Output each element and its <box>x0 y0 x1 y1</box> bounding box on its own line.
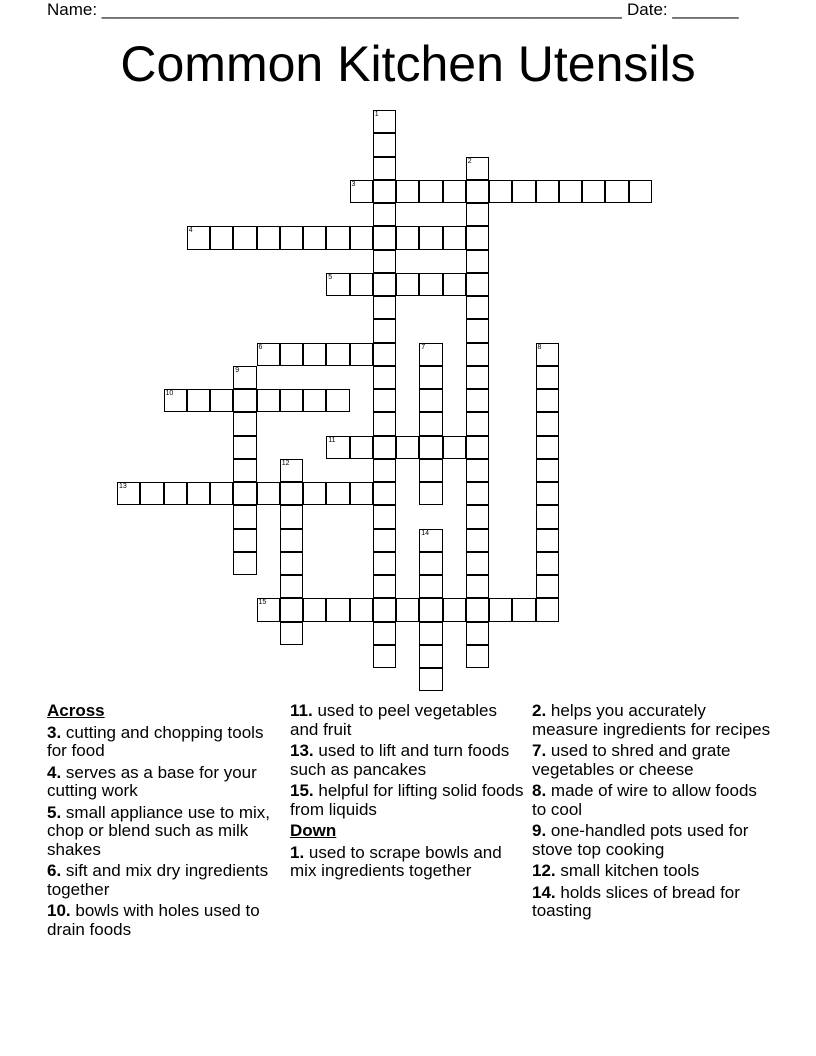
clue-number: 1. <box>290 842 305 862</box>
crossword-cell[interactable] <box>373 343 396 366</box>
crossword-cell[interactable] <box>466 575 489 598</box>
clue-number: 12. <box>532 861 556 880</box>
crossword-cell[interactable] <box>326 343 349 366</box>
clue-text: used to scrape bowls and mix ingredients together <box>290 842 502 880</box>
crossword-cell[interactable] <box>164 482 187 505</box>
across-clue <box>290 742 525 779</box>
cell-number: 12 <box>281 459 290 467</box>
cell-number: 5 <box>328 273 333 281</box>
crossword-cell[interactable] <box>373 389 396 412</box>
crossword-cell[interactable] <box>373 110 396 133</box>
clue-number: 9. <box>532 821 547 840</box>
crossword-cell[interactable] <box>373 273 396 296</box>
clues-column-1 <box>47 702 282 942</box>
crossword-cell[interactable] <box>373 366 396 389</box>
crossword-cell[interactable] <box>419 459 442 482</box>
cell-number: 9 <box>235 366 240 374</box>
clue-number: 2. <box>532 701 547 720</box>
crossword-cell[interactable] <box>233 366 256 389</box>
across-clue <box>47 764 282 801</box>
cell-number: 13 <box>119 483 127 490</box>
crossword-cell[interactable] <box>443 180 466 203</box>
crossword-cell[interactable] <box>210 226 233 249</box>
crossword-cell[interactable] <box>350 598 373 621</box>
crossword-cell[interactable] <box>233 412 256 435</box>
crossword-cell[interactable] <box>466 459 489 482</box>
crossword-cell[interactable] <box>536 529 559 552</box>
crossword-cell[interactable] <box>466 622 489 645</box>
crossword-cell[interactable] <box>536 436 559 459</box>
crossword-cell[interactable] <box>489 598 512 621</box>
crossword-cell[interactable] <box>536 459 559 482</box>
crossword-cell[interactable] <box>280 343 303 366</box>
crossword-cell[interactable] <box>350 482 373 505</box>
crossword-cell[interactable] <box>280 226 303 249</box>
crossword-cell[interactable] <box>373 250 396 273</box>
crossword-cell[interactable] <box>419 412 442 435</box>
clue-text: helps you accurately measure ingredients for recipes <box>532 701 771 739</box>
crossword-cell[interactable] <box>466 226 489 249</box>
crossword-cell[interactable] <box>512 598 535 621</box>
crossword-cell[interactable] <box>373 645 396 668</box>
clue-text: holds slices of bread for toasting <box>532 882 740 920</box>
crossword-cell[interactable] <box>326 598 349 621</box>
across-clue <box>47 862 282 899</box>
crossword-cell[interactable] <box>396 436 419 459</box>
across-clue <box>47 724 282 761</box>
crossword-cell[interactable] <box>466 598 489 621</box>
cell-number: 3 <box>351 180 356 188</box>
down-clue <box>532 862 772 881</box>
crossword-cell[interactable] <box>419 273 442 296</box>
down-clue <box>532 702 772 739</box>
across-clue <box>290 782 525 819</box>
cell-number: 4 <box>188 227 193 235</box>
crossword-cell[interactable] <box>466 412 489 435</box>
crossword-cell[interactable] <box>466 552 489 575</box>
crossword-cell[interactable] <box>117 482 140 505</box>
crossword-cell[interactable] <box>373 598 396 621</box>
crossword-cell[interactable] <box>373 459 396 482</box>
crossword-cell[interactable] <box>233 389 256 412</box>
crossword-cell[interactable] <box>419 622 442 645</box>
cell-number: 6 <box>258 343 263 351</box>
clue-text: sift and mix dry ingredients together <box>47 861 269 899</box>
crossword-cell[interactable] <box>233 226 256 249</box>
clue-number: 11. <box>290 701 313 720</box>
crossword-cell[interactable] <box>373 505 396 528</box>
crossword-cell[interactable] <box>303 482 326 505</box>
crossword-cell[interactable] <box>419 529 442 552</box>
crossword-cell[interactable] <box>419 366 442 389</box>
crossword-cell[interactable] <box>373 482 396 505</box>
crossword-cell[interactable] <box>536 505 559 528</box>
clue-text: used to lift and turn foods such as pancakes <box>290 741 510 779</box>
clue-number: 7. <box>532 741 547 760</box>
down-clue <box>532 884 772 921</box>
crossword-cell[interactable] <box>466 529 489 552</box>
crossword-cell[interactable] <box>280 389 303 412</box>
crossword-cell[interactable] <box>536 482 559 505</box>
clue-text: cutting and chopping tools for food <box>47 722 264 760</box>
crossword-cell[interactable] <box>373 412 396 435</box>
crossword-cell[interactable] <box>350 273 373 296</box>
clue-text: helpful for lifting solid foods from liquids <box>290 781 524 819</box>
crossword-cell[interactable] <box>257 482 280 505</box>
crossword-cell[interactable] <box>396 226 419 249</box>
crossword-cell[interactable] <box>536 389 559 412</box>
crossword-cell[interactable] <box>326 273 349 296</box>
crossword-cell[interactable] <box>233 482 256 505</box>
crossword-cell[interactable] <box>280 552 303 575</box>
crossword-cell[interactable] <box>466 343 489 366</box>
crossword-cell[interactable] <box>443 436 466 459</box>
crossword-cell[interactable] <box>257 343 280 366</box>
down-heading: Down <box>290 821 337 840</box>
crossword-cell[interactable] <box>466 436 489 459</box>
crossword-cell[interactable] <box>326 436 349 459</box>
clue-text: small appliance use to mix, chop or blend such as milk shakes <box>47 802 271 859</box>
crossword-cell[interactable] <box>303 343 326 366</box>
crossword-cell[interactable] <box>280 482 303 505</box>
crossword-cell[interactable] <box>419 645 442 668</box>
crossword-cell[interactable] <box>187 389 210 412</box>
clue-number: 13. <box>290 741 314 760</box>
crossword-cell[interactable] <box>629 180 652 203</box>
cell-number: 2 <box>467 157 472 165</box>
crossword-cell[interactable] <box>419 180 442 203</box>
clue-number: 5. <box>47 802 62 822</box>
crossword-cell[interactable] <box>280 459 303 482</box>
across-clue <box>47 804 282 860</box>
clue-text: one-handled pots used for stove top cooking <box>532 821 749 859</box>
crossword-cell[interactable] <box>466 366 489 389</box>
crossword-cell[interactable] <box>582 180 605 203</box>
crossword-cell[interactable] <box>233 459 256 482</box>
crossword-cell[interactable] <box>373 226 396 249</box>
crossword-cell[interactable] <box>443 273 466 296</box>
crossword-cell[interactable] <box>373 622 396 645</box>
clue-text: bowls with holes used to drain foods <box>47 901 260 939</box>
across-clue <box>290 702 525 739</box>
cell-number: 8 <box>537 343 542 351</box>
crossword-cell[interactable] <box>443 598 466 621</box>
crossword-cell[interactable] <box>210 389 233 412</box>
crossword-cell[interactable] <box>536 552 559 575</box>
cell-number: 15 <box>258 599 267 607</box>
crossword-cell[interactable] <box>466 203 489 226</box>
clues-column-2 <box>290 702 525 884</box>
crossword-cell[interactable] <box>373 157 396 180</box>
crossword-cell[interactable] <box>350 226 373 249</box>
crossword-cell[interactable] <box>187 482 210 505</box>
crossword-cell[interactable] <box>373 203 396 226</box>
crossword-cell[interactable] <box>373 296 396 319</box>
cell-number: 10 <box>165 390 174 397</box>
crossword-cell[interactable] <box>466 157 489 180</box>
crossword-cell[interactable] <box>536 575 559 598</box>
crossword-cell[interactable] <box>350 343 373 366</box>
crossword-cell[interactable] <box>466 250 489 273</box>
crossword-cell[interactable] <box>536 366 559 389</box>
crossword-cell[interactable] <box>210 482 233 505</box>
crossword-cell[interactable] <box>419 668 442 691</box>
crossword-cell[interactable] <box>280 575 303 598</box>
crossword-cell[interactable] <box>489 180 512 203</box>
clue-text: used to peel vegetables and fruit <box>290 701 498 739</box>
clues-column-3 <box>532 702 772 924</box>
crossword-cell[interactable] <box>419 343 442 366</box>
crossword-cell[interactable] <box>396 273 419 296</box>
crossword-cell[interactable] <box>419 226 442 249</box>
crossword-cell[interactable] <box>466 319 489 342</box>
crossword-cell[interactable] <box>350 436 373 459</box>
crossword-cell[interactable] <box>536 343 559 366</box>
crossword-cell[interactable] <box>303 598 326 621</box>
clue-text: used to shred and grate vegetables or cheese <box>532 741 731 779</box>
down-clue <box>532 742 772 779</box>
crossword-cell[interactable] <box>512 180 535 203</box>
crossword-cell[interactable] <box>280 598 303 621</box>
crossword-cell[interactable] <box>396 180 419 203</box>
clue-number: 4. <box>47 762 62 782</box>
crossword-cell[interactable] <box>303 226 326 249</box>
cell-number: 7 <box>421 343 426 351</box>
crossword-cell[interactable] <box>466 645 489 668</box>
crossword-cell[interactable] <box>373 133 396 156</box>
crossword-cell[interactable] <box>257 598 280 621</box>
across-clue <box>47 902 282 939</box>
crossword-cell[interactable] <box>350 180 373 203</box>
crossword-cell[interactable] <box>466 180 489 203</box>
crossword-cell[interactable] <box>419 482 442 505</box>
crossword-cell[interactable] <box>373 180 396 203</box>
cell-number: 11 <box>328 436 336 444</box>
name-line[interactable]: Name: _______________________________________________________ <box>47 0 622 19</box>
crossword-cell[interactable] <box>233 552 256 575</box>
crossword-cell[interactable] <box>466 273 489 296</box>
clue-number: 15. <box>290 781 314 800</box>
down-clue <box>532 782 772 819</box>
clue-number: 10. <box>47 901 71 920</box>
page-title: Common Kitchen Utensils <box>120 36 696 92</box>
crossword-cell[interactable] <box>140 482 163 505</box>
cell-number: 14 <box>421 529 430 537</box>
crossword-cell[interactable] <box>419 575 442 598</box>
crossword-cell[interactable] <box>280 505 303 528</box>
crossword-cell[interactable] <box>373 529 396 552</box>
clue-number: 14. <box>532 882 556 902</box>
date-line[interactable]: Date: _______ <box>627 0 739 19</box>
down-clue <box>532 822 772 859</box>
crossword-cell[interactable] <box>373 319 396 342</box>
clue-number: 3. <box>47 722 62 742</box>
crossword-cell[interactable] <box>373 552 396 575</box>
crossword-cell[interactable] <box>280 529 303 552</box>
crossword-cell[interactable] <box>257 226 280 249</box>
across-heading: Across <box>47 701 105 720</box>
crossword-cell[interactable] <box>326 389 349 412</box>
crossword-cell[interactable] <box>466 482 489 505</box>
crossword-cell[interactable] <box>443 226 466 249</box>
down-clue <box>290 844 525 881</box>
crossword-cell[interactable] <box>373 575 396 598</box>
crossword-cell[interactable] <box>536 180 559 203</box>
crossword-cell[interactable] <box>466 296 489 319</box>
crossword-cell[interactable] <box>536 598 559 621</box>
clue-number: 6. <box>47 861 62 880</box>
crossword-cell[interactable] <box>559 180 582 203</box>
crossword-cell[interactable] <box>280 622 303 645</box>
crossword-cell[interactable] <box>164 389 187 412</box>
cell-number: 1 <box>374 111 379 118</box>
crossword-cell[interactable] <box>233 436 256 459</box>
crossword-cell[interactable] <box>303 389 326 412</box>
crossword-cell[interactable] <box>419 552 442 575</box>
clue-number: 8. <box>532 781 547 800</box>
crossword-cell[interactable] <box>326 482 349 505</box>
crossword-cell[interactable] <box>419 598 442 621</box>
crossword-cell[interactable] <box>536 412 559 435</box>
crossword-cell[interactable] <box>419 436 442 459</box>
clue-text: serves as a base for your cutting work <box>47 762 257 800</box>
crossword-cell[interactable] <box>419 389 442 412</box>
crossword-cell[interactable] <box>466 505 489 528</box>
crossword-cell[interactable] <box>605 180 628 203</box>
crossword-cell[interactable] <box>396 598 419 621</box>
crossword-cell[interactable] <box>326 226 349 249</box>
crossword-cell[interactable] <box>187 226 210 249</box>
clue-text: made of wire to allow foods to cool <box>532 781 757 819</box>
clue-text: small kitchen tools <box>560 861 700 880</box>
crossword-cell[interactable] <box>466 389 489 412</box>
crossword-cell[interactable] <box>233 529 256 552</box>
crossword-cell[interactable] <box>233 505 256 528</box>
crossword-cell[interactable] <box>373 436 396 459</box>
crossword-cell[interactable] <box>257 389 280 412</box>
